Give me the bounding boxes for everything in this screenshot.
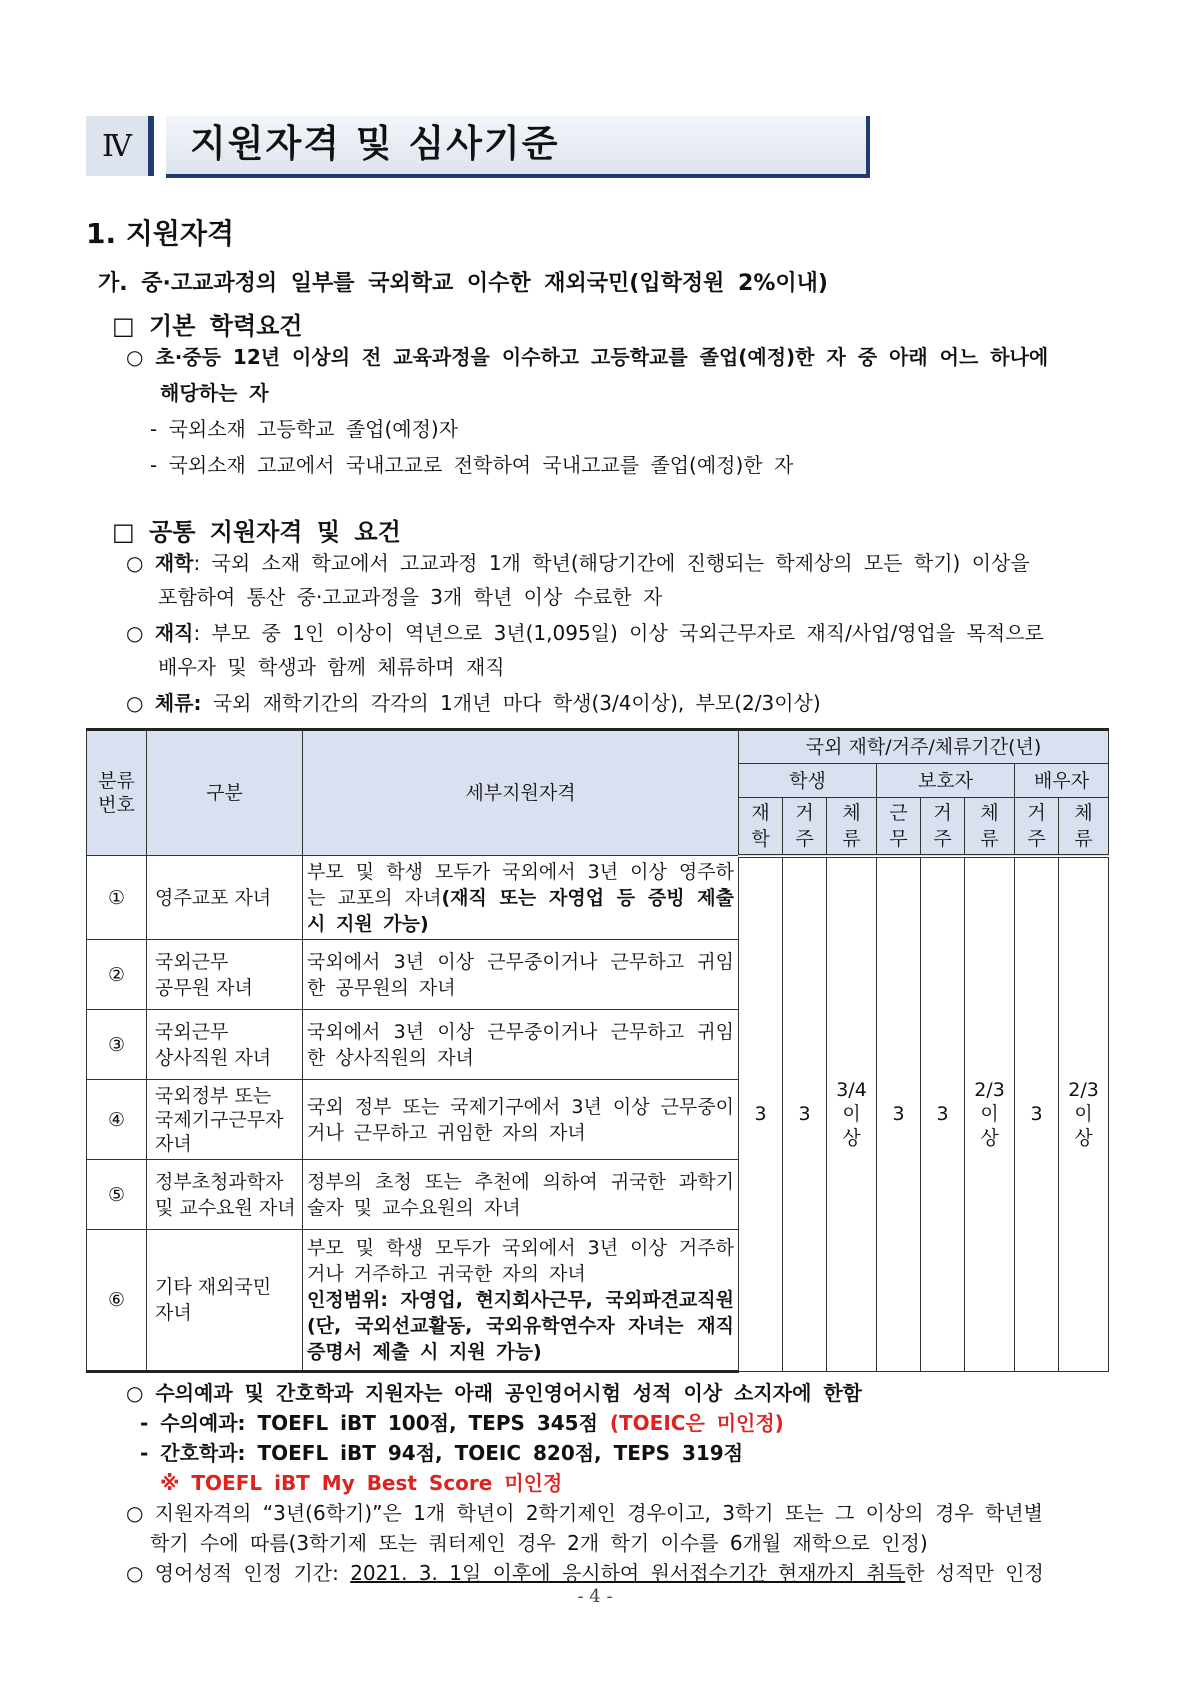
header-category: 구분: [147, 730, 303, 856]
note-english-requirement: ○ 수의예과 및 간호학과 지원자는 아래 공인영어시험 성적 이상 소지자에 한함: [126, 1381, 862, 1405]
value-guardian-work: 3: [877, 856, 921, 1372]
note-score-prefix: ○ 영어성적 인정 기간:: [126, 1561, 351, 1585]
stay-text: 국외 재학기간의 각각의 1개년 마다 학생(3/4이상), 부모(2/3이상): [201, 691, 821, 715]
header-no: 분류 번호: [87, 730, 147, 856]
header-spouse: 배우자: [1015, 764, 1109, 798]
table-row: [87, 856, 1109, 940]
header-sub-spouse-residence: 거 주: [1015, 798, 1059, 856]
row-detail: [303, 1230, 739, 1372]
value-spouse-stay: 2/3 이 상: [1059, 856, 1109, 1372]
subsection-title: 가. 중·고교과정의 일부를 국외학교 이수한 재외국민(입학정원 2%이내): [98, 271, 828, 296]
chapter-title: 지원자격 및 심사기준: [166, 116, 870, 178]
row-detail: [303, 1010, 739, 1080]
common-work-line2: 배우자 및 학생과 함께 체류하며 재직: [158, 655, 505, 679]
common-study-line2: 포함하여 통산 중·고교과정을 3개 학년 이상 수료한 자: [158, 585, 663, 609]
stay-label: 체류:: [154, 691, 202, 715]
basic-dash1: - 국외소재 고등학교 졸업(예정)자: [150, 417, 459, 441]
note-semester-line1: ○ 지원자격의 “3년(6학기)”은 1개 학년이 2학기제인 경우이고, 3학기 또는 그 이상의 경우 학년별: [126, 1501, 1043, 1525]
row-detail-text: 부모 및 학생 모두가 국외에서 3년 이상 영주하는 교포의 자녀: [307, 860, 734, 909]
row-detail-text: 국외에서 3년 이상 근무중이거나 근무하고 귀임한 상사직원의 자녀: [307, 1020, 734, 1069]
value-guardian-residence: 3: [921, 856, 965, 1372]
qualification-table: [86, 728, 1109, 1373]
header-period: 국외 재학/거주/체류기간(년): [739, 730, 1109, 764]
row-detail-bold: 인정범위: 자영업, 현지회사근무, 국외파견교직원(단, 국외선교활동, 국외유학연수자 자녀는 재직증명서 제출 시 지원 가능): [307, 1289, 734, 1363]
note-vet: [140, 1408, 784, 1438]
common-stay: ○ 체류: 국외 재학기간의 각각의 1개년 마다 학생(3/4이상), 부모(2/3이상): [126, 691, 821, 715]
row-detail-text: 국외에서 3년 이상 근무중이거나 근무하고 귀임한 공무원의 자녀: [307, 950, 734, 999]
row-no: ⑥: [87, 1230, 147, 1372]
row-no: ②: [87, 940, 147, 1010]
row-detail: [303, 1080, 739, 1160]
basic-dash2: - 국외소재 고교에서 국내고교로 전학하여 국내고교를 졸업(예정)한 자: [150, 453, 794, 477]
header-student: 학생: [739, 764, 877, 798]
header-sub-spouse-stay: 체 류: [1059, 798, 1109, 856]
common-work: ○ 재직: 부모 중 1인 이상이 역년으로 3년(1,095일) 이상 국외근무자로 재직/사업/영업을 목적으로: [126, 621, 1044, 645]
note-score-suffix: 한 성적만 인정: [905, 1561, 1044, 1585]
value-student-stay: 3/4 이 상: [827, 856, 877, 1372]
note-vet-text: - 수의예과: TOEFL iBT 100점, TEPS 345점: [140, 1411, 610, 1435]
header-detail: 세부지원자격: [303, 730, 739, 856]
study-line1: : 국외 소재 학교에서 고교과정 1개 학년(해당기간에 진행되는 학제상의 모든 학기) 이상을: [193, 551, 1030, 575]
basic-bullet-line1: ○ 초·중등 12년 이상의 전 교육과정을 이수하고 고등학교를 졸업(예정)한 자 중 아래 어느 하나에: [126, 345, 1049, 369]
value-spouse-residence: 3: [1015, 856, 1059, 1372]
study-label: 재학: [154, 551, 194, 575]
row-category: 국외정부 또는 국제기구근무자 자녀: [147, 1080, 303, 1160]
note-score-period: [126, 1558, 1044, 1588]
value-student-study: 3: [739, 856, 783, 1372]
header-sub-work: 근 무: [877, 798, 921, 856]
row-category: 기타 재외국민 자녀: [147, 1230, 303, 1372]
row-detail-text: 부모 및 학생 모두가 국외에서 3년 이상 거주하거나 거주하고 귀국한 자의 자녀: [307, 1237, 734, 1285]
row-detail-text: 국외 정부 또는 국제기구에서 3년 이상 근무중이거나 근무하고 귀임한 자의 자녀: [307, 1095, 734, 1144]
value-student-residence: 3: [783, 856, 827, 1372]
row-no: ③: [87, 1010, 147, 1080]
row-no: ⑤: [87, 1160, 147, 1230]
header-sub-residence: 거 주: [783, 798, 827, 856]
header-sub-study: 재 학: [739, 798, 783, 856]
header-sub-stay: 체 류: [827, 798, 877, 856]
row-detail: [303, 856, 739, 940]
value-guardian-stay: 2/3 이 상: [965, 856, 1015, 1372]
chapter-number: Ⅳ: [86, 116, 154, 176]
row-no: ①: [87, 856, 147, 940]
section-title: 1. 지원자격: [86, 217, 235, 250]
common-heading: □ 공통 지원자격 및 요건: [112, 518, 401, 546]
row-category: 영주교포 자녀: [147, 856, 303, 940]
common-study: ○ 재학: 국외 소재 학교에서 고교과정 1개 학년(해당기간에 진행되는 학제상의 모든 학기) 이상을: [126, 551, 1030, 575]
note-nursing: - 간호학과: TOEFL iBT 94점, TOEIC 820점, TEPS 319점: [140, 1441, 744, 1465]
row-detail-text: 정부의 초청 또는 추천에 의하여 귀국한 과학기술자 및 교수요원의 자녀: [307, 1170, 734, 1219]
note-vet-red: (TOEIC은 미인정): [609, 1411, 784, 1435]
basic-heading: □ 기본 학력요건: [112, 312, 303, 340]
header-sub-guardian-stay: 체 류: [965, 798, 1015, 856]
basic-bullet-line2: 해당하는 자: [160, 381, 269, 405]
note-mybest: ※ TOEFL iBT My Best Score 미인정: [160, 1471, 563, 1495]
work-line1: : 부모 중 1인 이상이 역년으로 3년(1,095일) 이상 국외근무자로 재직/사업/영업을 목적으로: [193, 621, 1044, 645]
row-detail-bold: (재직 또는 자영업 등 증빙 제출 시 지원 가능): [307, 886, 734, 935]
note-semester-line2: 학기 수에 따름(3학기제 또는 쿼터제인 경우 2개 학기 이수를 6개월 재학으로 인정): [150, 1531, 928, 1555]
row-detail: [303, 1160, 739, 1230]
work-label: 재직: [154, 621, 194, 645]
page-number: - 4 -: [577, 1586, 613, 1607]
row-category: 정부초청과학자 및 교수요원 자녀: [147, 1160, 303, 1230]
note-score-underline: 2021. 3. 1일 이후에 응시하여 원서접수기간 현재까지 취득: [350, 1561, 906, 1585]
row-category: 국외근무 공무원 자녀: [147, 940, 303, 1010]
row-category: 국외근무 상사직원 자녀: [147, 1010, 303, 1080]
header-guardian: 보호자: [877, 764, 1015, 798]
row-no: ④: [87, 1080, 147, 1160]
header-sub-guardian-residence: 거 주: [921, 798, 965, 856]
row-detail: [303, 940, 739, 1010]
